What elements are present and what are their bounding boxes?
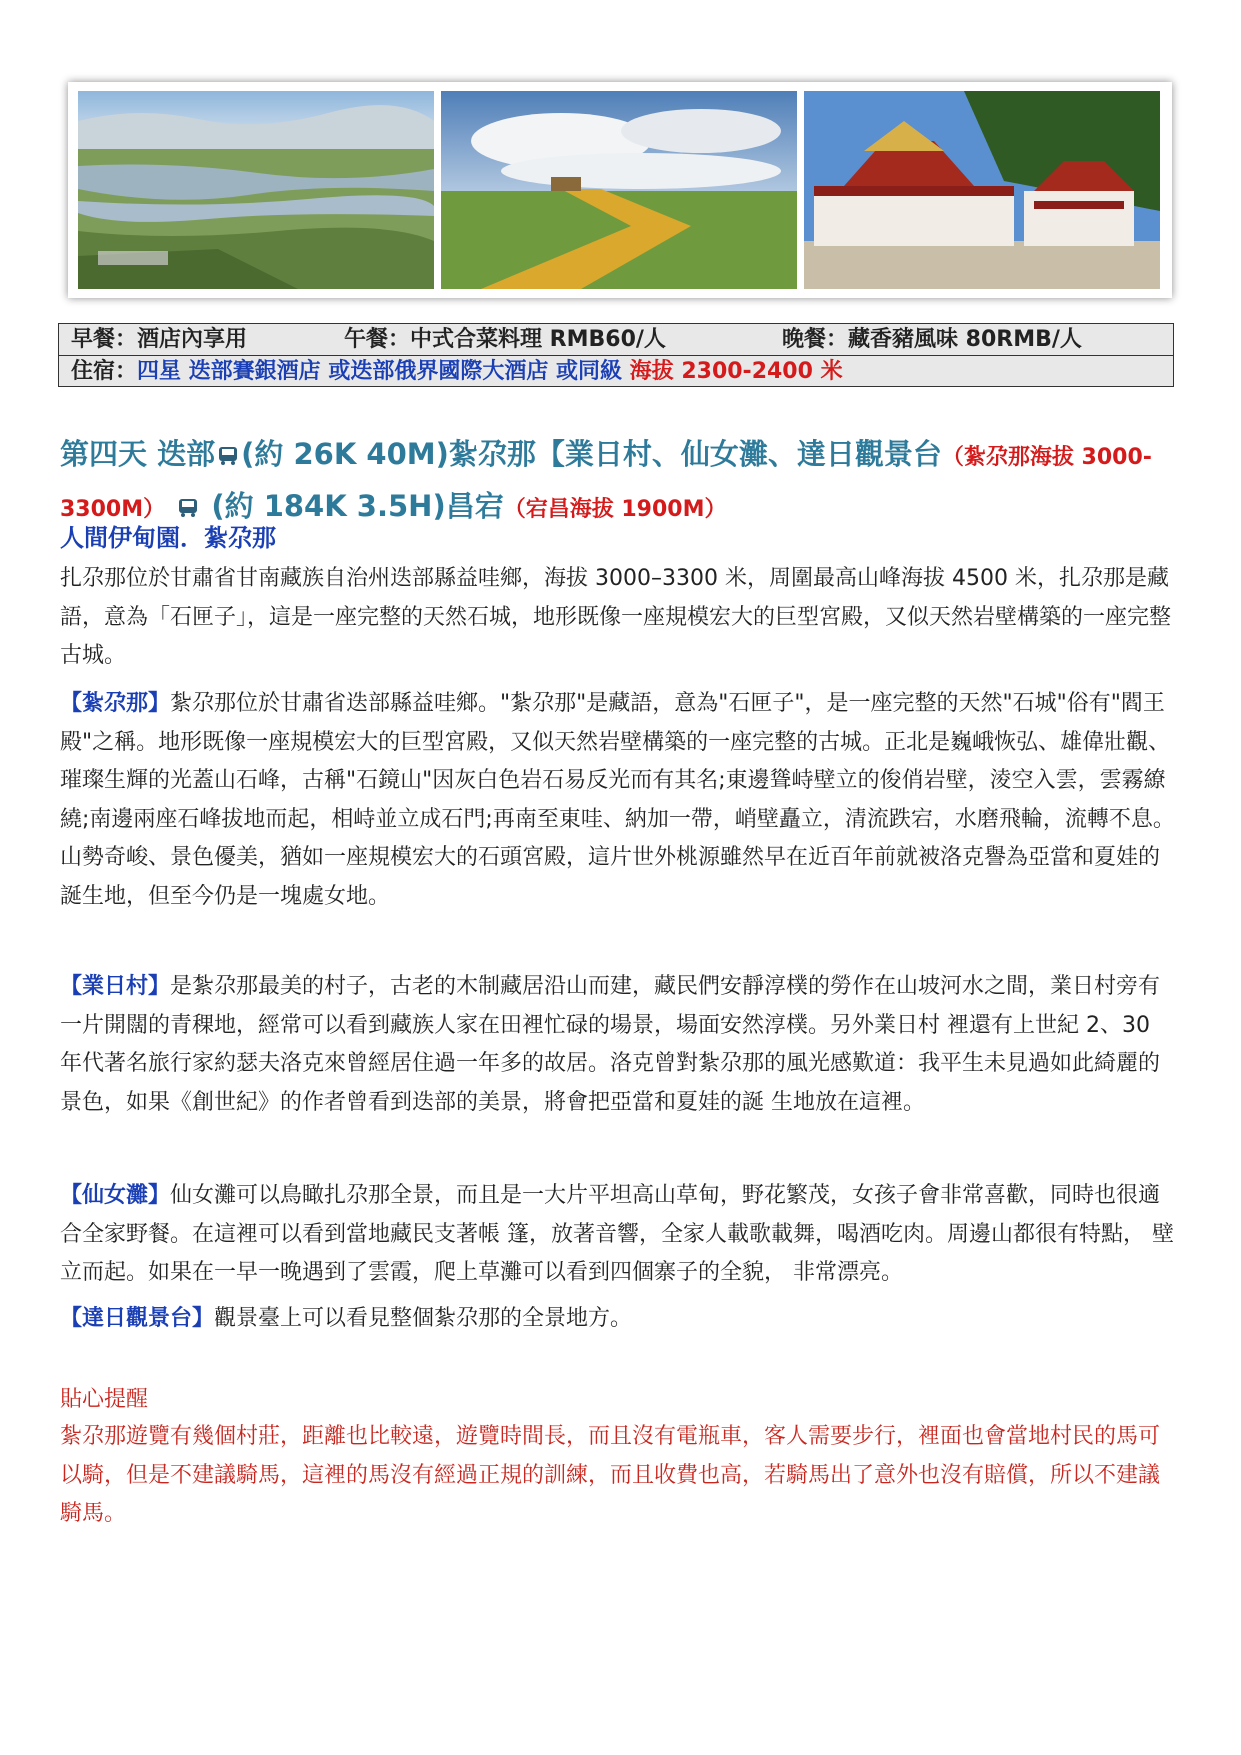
- breakfast-info: 早餐：酒店內享用: [71, 327, 248, 352]
- meal-row: [59, 324, 1173, 356]
- lodging-value: 四星 迭部賽銀酒店 或迭部俄界國際大酒店 或同級: [137, 359, 622, 384]
- tips-title: 貼心提醒: [60, 1387, 149, 1412]
- zagana-paragraph: [60, 685, 1178, 916]
- grassland-river-photo: [78, 91, 434, 289]
- fairy-beach-tag: 【仙女灘】: [60, 1183, 171, 1208]
- bus-icon: [177, 498, 199, 518]
- intro-paragraph: 扎尕那位於甘肅省甘南藏族自治州迭部縣益哇鄉，海拔 3000–3300 米，周圍最高山峰海拔 4500 米，扎尕那是藏語，意為「石匣子」，這是一座完整的天然石城，地形既像一座規模宏大的巨型宮殿，又似天然岩壁構築的一座完整古城。: [60, 566, 1172, 668]
- tibetan-temple-photo: [804, 91, 1160, 289]
- tips-text: 紮尕那遊覽有幾個村莊，距離也比較遠，遊覽時間長，而且沒有電瓶車，客人需要步行，裡面也會當地村民的馬可以騎，但是不建議騎馬，這裡的馬沒有經過正規的訓練，而且收費也高，若騎馬出了意外也沒有賠償，所以不建議騎馬。: [60, 1424, 1161, 1526]
- day-title-destination: 昌宕: [445, 489, 504, 523]
- meal-info-box: [58, 323, 1174, 387]
- lodging-label: 住宿：: [71, 359, 138, 384]
- lunch-info: 午餐：中式合菜料理 RMB60/人: [344, 327, 666, 352]
- lodging-row: [59, 356, 1173, 387]
- day-title-start: 第四天 迭部: [60, 437, 216, 471]
- altitude-zagana: （紮尕那海拔 3000-3300M）: [60, 445, 1152, 522]
- section-subtitle: 人間伊甸園．紮尕那: [60, 524, 276, 552]
- yeri-village-tag: 【業日村】: [60, 974, 171, 999]
- lodging-altitude: 海拔 2300-2400 米: [629, 359, 843, 384]
- day-title-distance: (約 184K 3.5H): [211, 489, 446, 523]
- yeri-village-paragraph: [60, 968, 1178, 1122]
- dari-viewpoint-paragraph: [60, 1300, 1178, 1339]
- zagana-text: 紮尕那位於甘肅省迭部縣益哇鄉。"紮尕那"是藏語，意為"石匣子"，是一座完整的天然"石城"俗有"閻王殿"之稱。地形既像一座規模宏大的巨型宮殿，又似天然岩壁構築的一座完整的古城。正北是巍峨恢弘、雄偉壯觀、璀璨生輝的光蓋山石峰，古稱"石鏡山"因灰白色岩石易反光而有其名;東邊聳峙壁立的俊俏岩壁，淩空入雲，雲霧繚繞;南邊兩座石峰拔地而起，相峙並立成石門;再南至東哇、納加一帶，峭壁矗立，清流跌宕，水磨飛輪，流轉不息。山勢奇峻、景色優美，猶如一座規模宏大的石頭宮殿，這片世外桃源雖然早在近百年前就被洛克譽為亞當和夏娃的誕生地，但至今仍是一塊處女地。: [60, 691, 1175, 909]
- fairy-beach-paragraph: [60, 1177, 1178, 1293]
- wooden-boardwalk-photo: [441, 91, 797, 289]
- dinner-info: 晚餐：藏香豬風味 80RMB/人: [782, 327, 1082, 352]
- photo-strip: [68, 82, 1172, 298]
- zagana-tag: 【紮尕那】: [60, 691, 171, 716]
- altitude-dangchang: （宕昌海拔 1900M）: [503, 497, 727, 522]
- bus-icon: [217, 446, 239, 466]
- yeri-village-text: 是紮尕那最美的村子，古老的木制藏居沿山而建，藏民們安靜淳樸的勞作在山坡河水之間，業日村旁有一片開闊的青稞地，經常可以看到藏族人家在田裡忙碌的場景，場面安然淳樸。另外業日村 裡還有上世紀 2、30 年代著名旅行家約瑟夫洛克來曾經居住過一年多的故居。洛克曾對紮尕那的風光感歎道：我平生未見過如此綺麗的景色，如果《創世紀》的作者曾看到迭部的美景，將會把亞當和夏娃的誕 生地放在這裡。: [60, 974, 1161, 1115]
- fairy-beach-text: 仙女灘可以鳥瞰扎尕那全景，而且是一大片平坦高山草甸，野花繁茂，女孩子會非常喜歡，同時也很適合全家野餐。在這裡可以看到當地藏民支著帳 篷，放著音響，全家人載歌載舞，喝酒吃肉。周邊山都很有特點， 壁立而起。如果在一早一晚遇到了雲霞，爬上草灘可以看到四個寨子的全貌， 非常漂亮。: [60, 1183, 1174, 1285]
- day-title-route: (約 26K 40M)紮尕那【業日村、仙女灘、達日觀景台: [241, 437, 942, 471]
- dari-viewpoint-text: 觀景臺上可以看見整個紮尕那的全景地方。: [214, 1306, 633, 1331]
- dari-viewpoint-tag: 【達日觀景台】: [60, 1306, 215, 1331]
